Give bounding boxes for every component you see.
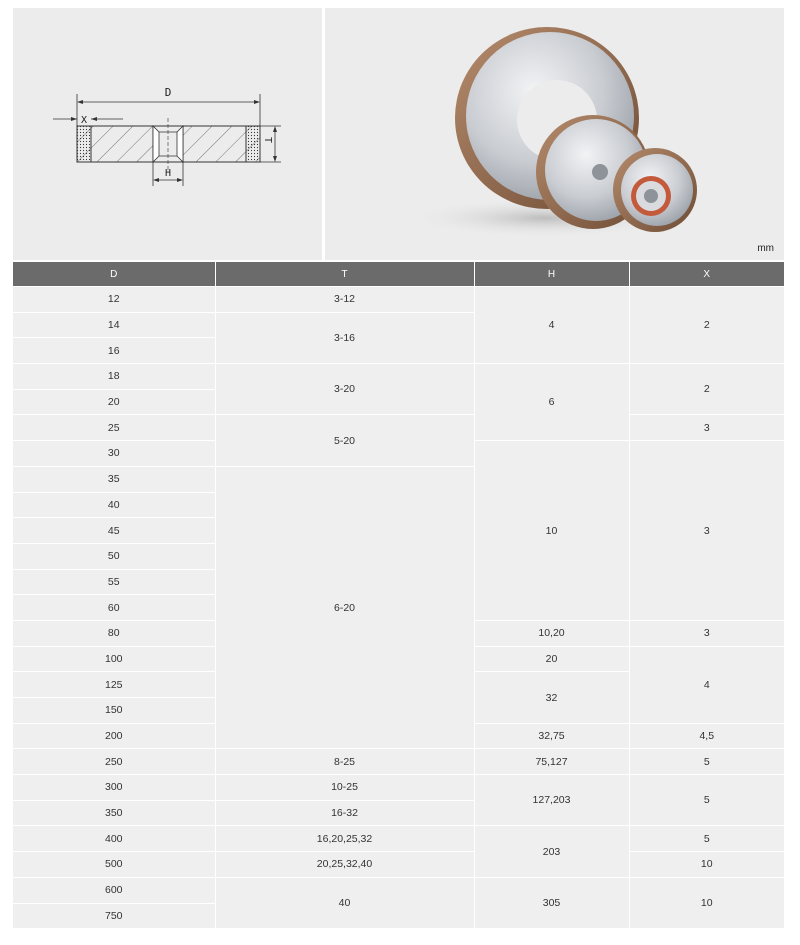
cell-h: 203 [474, 826, 629, 877]
cell-h: 305 [474, 877, 629, 928]
cell-t: 8-25 [215, 749, 474, 775]
cell-x: 5 [629, 826, 784, 852]
header-h: H [474, 262, 629, 287]
cell-d: 35 [13, 466, 215, 492]
cell-x: 3 [629, 620, 784, 646]
cell-x: 10 [629, 852, 784, 878]
cell-h: 75,127 [474, 749, 629, 775]
table-row [13, 364, 784, 390]
cell-x: 5 [629, 749, 784, 775]
cell-t: 5-20 [215, 415, 474, 466]
cell-t: 3-16 [215, 312, 474, 363]
grinding-wheels-photo [325, 8, 784, 260]
cell-d: 45 [13, 518, 215, 544]
cell-d: 200 [13, 723, 215, 749]
cell-x: 4 [629, 646, 784, 723]
cell-h: 20 [474, 646, 629, 672]
cell-t: 6-20 [215, 466, 474, 749]
table-row [13, 877, 784, 903]
cell-t: 10-25 [215, 775, 474, 801]
cell-d: 350 [13, 800, 215, 826]
cell-d: 20 [13, 389, 215, 415]
header-x: X [629, 262, 784, 287]
cell-d: 60 [13, 595, 215, 621]
table-row [13, 826, 784, 852]
dimension-label-x: X [80, 115, 88, 126]
cell-h: 32,75 [474, 723, 629, 749]
table-header-row [13, 262, 784, 287]
cell-d: 80 [13, 620, 215, 646]
cell-h: 127,203 [474, 775, 629, 826]
cell-t: 16,20,25,32 [215, 826, 474, 852]
cell-x: 2 [629, 364, 784, 415]
cell-t: 20,25,32,40 [215, 852, 474, 878]
cross-section-diagram [13, 8, 322, 260]
cell-t: 3-12 [215, 287, 474, 313]
table-row [13, 775, 784, 801]
table-row [13, 287, 784, 313]
cell-h: 10 [474, 441, 629, 621]
cell-d: 14 [13, 312, 215, 338]
unit-label: mm [757, 243, 774, 254]
cell-d: 400 [13, 826, 215, 852]
cell-d: 25 [13, 415, 215, 441]
cell-d: 500 [13, 852, 215, 878]
cell-d: 250 [13, 749, 215, 775]
cell-h: 32 [474, 672, 629, 723]
table-row [13, 415, 784, 441]
table-row [13, 852, 784, 878]
cell-d: 16 [13, 338, 215, 364]
cell-x: 5 [629, 775, 784, 826]
cell-x: 10 [629, 877, 784, 928]
dimension-label-h: H [164, 168, 172, 179]
cell-d: 300 [13, 775, 215, 801]
cell-h: 10,20 [474, 620, 629, 646]
cell-t: 16-32 [215, 800, 474, 826]
specification-table [13, 262, 784, 929]
cell-d: 18 [13, 364, 215, 390]
header-d: D [13, 262, 215, 287]
cell-h: 4 [474, 287, 629, 364]
cell-d: 600 [13, 877, 215, 903]
figure-area [13, 8, 784, 260]
cell-t: 3-20 [215, 364, 474, 415]
cell-d: 125 [13, 672, 215, 698]
product-photo-panel [325, 8, 784, 260]
cell-x: 2 [629, 287, 784, 364]
cell-h: 6 [474, 364, 629, 441]
dimension-label-d: D [164, 86, 172, 99]
table-row [13, 749, 784, 775]
cross-section-panel [13, 8, 322, 260]
cell-d: 30 [13, 441, 215, 467]
cell-d: 100 [13, 646, 215, 672]
cell-x: 3 [629, 415, 784, 441]
cell-t: 40 [215, 877, 474, 928]
cell-d: 150 [13, 698, 215, 724]
cell-d: 12 [13, 287, 215, 313]
cell-d: 50 [13, 543, 215, 569]
header-t: T [215, 262, 474, 287]
cell-d: 55 [13, 569, 215, 595]
cell-d: 750 [13, 903, 215, 929]
cell-d: 40 [13, 492, 215, 518]
cell-x: 4,5 [629, 723, 784, 749]
cell-x: 3 [629, 441, 784, 621]
dimension-label-t: T [262, 136, 273, 144]
